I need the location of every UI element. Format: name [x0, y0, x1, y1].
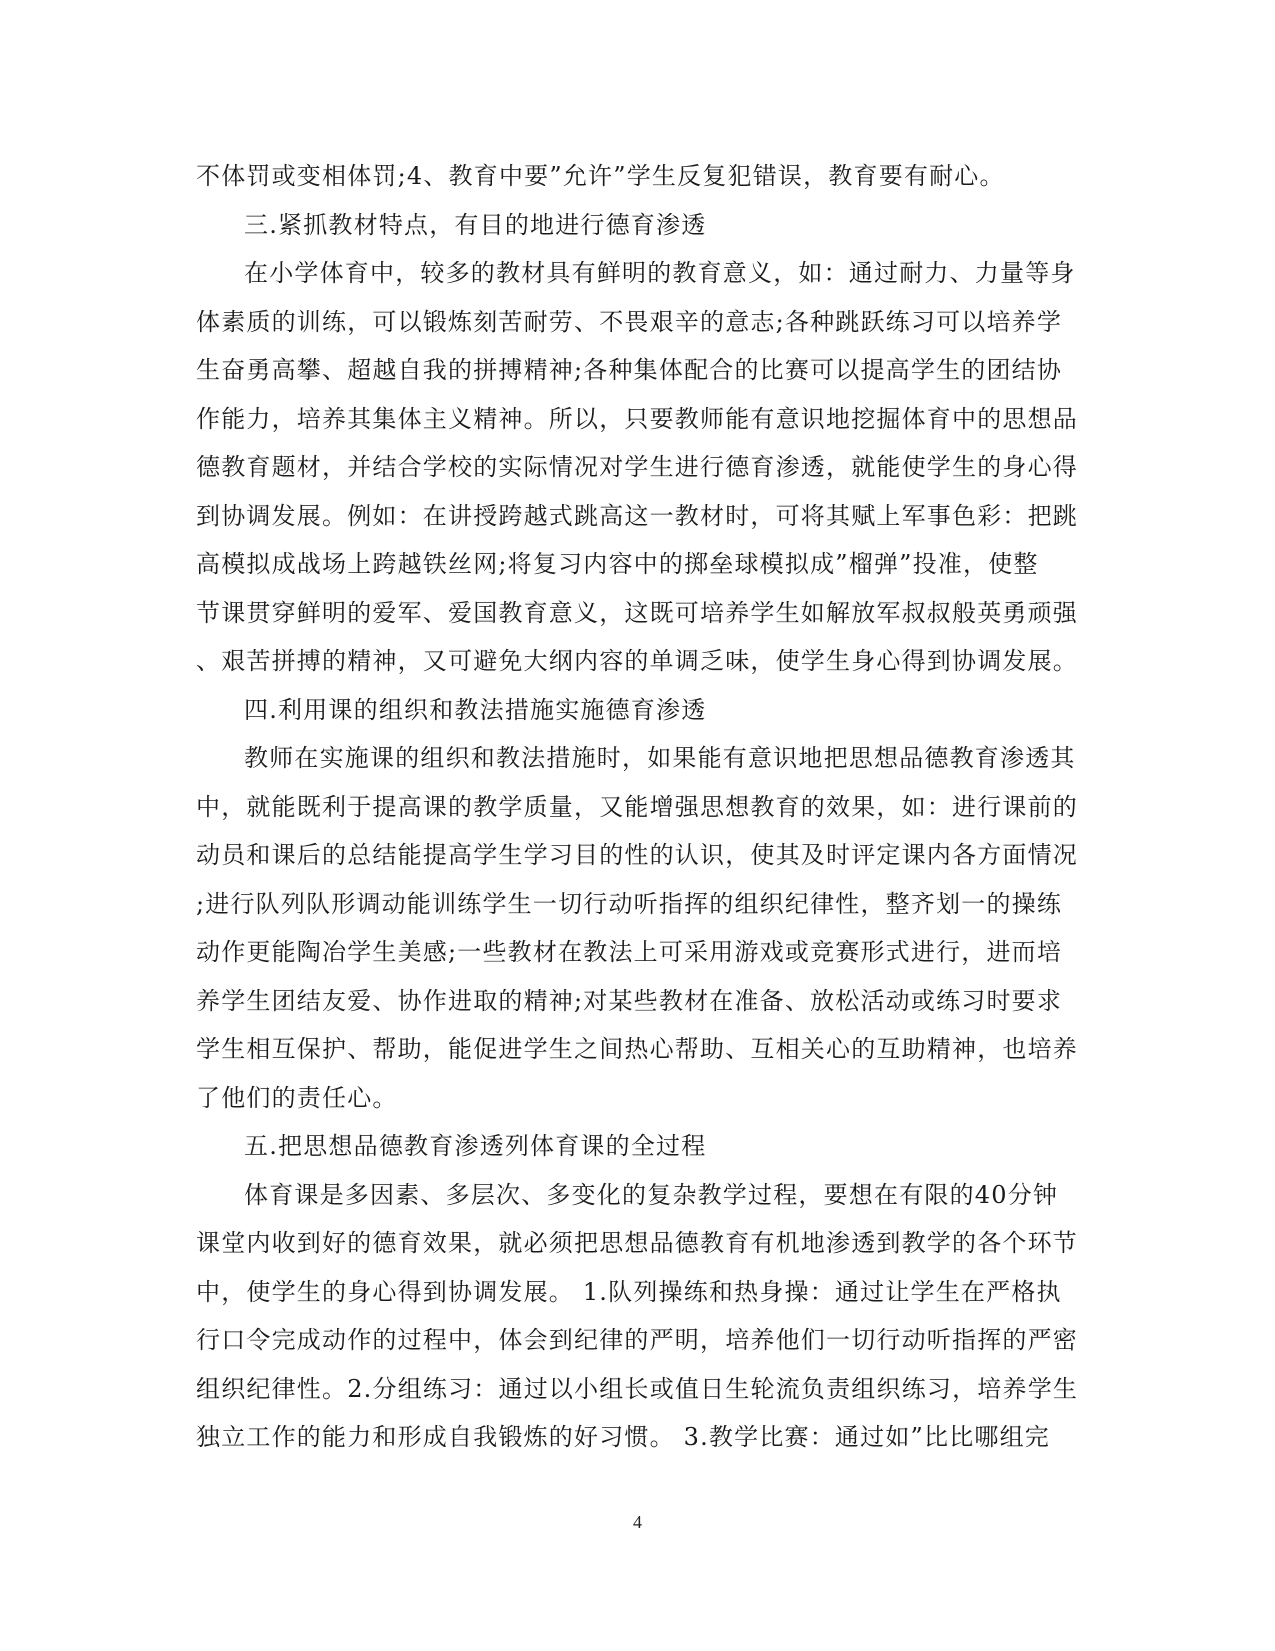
text-line: ;进行队列队形调动能训练学生一切行动听指挥的组织纪律性，整齐划一的操练 — [196, 889, 1063, 918]
text-line: 了他们的责任心。 — [196, 1083, 398, 1112]
text-line: 到协调发展。例如：在讲授跨越式跳高这一教材时，可将其赋上军事色彩：把跳 — [196, 501, 1078, 530]
paragraph-first-line: 教师在实施课的组织和教法措施时，如果能有意识地把思想品德教育渗透其 — [244, 744, 1076, 772]
text-line: 养学生团结友爱、协作进取的精神;对某些教材在准备、放松活动或练习时要求 — [196, 986, 1063, 1015]
text-line: 动员和课后的总结能提高学生学习目的性的认识，使其及时评定课内各方面情况 — [196, 841, 1078, 869]
text-line: 学生相互保护、帮助，能促进学生之间热心帮助、互相关心的互助精神，也培养 — [196, 1035, 1078, 1063]
paragraph-first-line: 体育课是多因素、多层次、多变化的复杂教学过程，要想在有限的40分钟 — [244, 1180, 1059, 1209]
text-line: 组织纪律性。2.分组练习：通过以小组长或值日生轮流负责组织练习，培养学生 — [196, 1374, 1079, 1403]
text-line: 、艰苦拼搏的精神，又可避免大纲内容的单调乏味，使学生身心得到协调发展。 — [196, 647, 1078, 675]
text-line: 不体罚或变相体罚;4、教育中要”允许”学生反复犯错误，教育要有耐心。 — [196, 162, 1005, 190]
text-line: 节课贯穿鲜明的爱军、爱国教育意义，这既可培养学生如解放军叔叔般英勇顽强 — [196, 598, 1078, 627]
text-line: 动作更能陶冶学生美感;一些教材在教法上可采用游戏或竞赛形式进行，进而培 — [196, 938, 1063, 966]
paragraph-first-line: 四.利用课的组织和教法措施实施德育渗透 — [244, 695, 707, 724]
text-line: 生奋勇高攀、超越自我的拼搏精神;各种集体配合的比赛可以提高学生的团结协 — [196, 356, 1063, 384]
paragraph-first-line: 五.把思想品德教育渗透列体育课的全过程 — [244, 1132, 707, 1160]
text-line: 课堂内收到好的德育效果，就必须把思想品德教育有机地渗透到教学的各个环节 — [196, 1229, 1078, 1257]
text-line: 体素质的训练，可以锻炼刻苦耐劳、不畏艰辛的意志;各种跳跃练习可以培养学 — [196, 307, 1063, 336]
paragraph-first-line: 在小学体育中，较多的教材具有鲜明的教育意义，如：通过耐力、力量等身 — [244, 259, 1076, 287]
text-line: 独立工作的能力和形成自我锻炼的好习惯。 3.教学比赛：通过如”比比哪组完 — [196, 1423, 1050, 1451]
text-line: 德教育题材，并结合学校的实际情况对学生进行德育渗透，就能使学生的身心得 — [196, 453, 1078, 481]
text-line: 高模拟成战场上跨越铁丝网;将复习内容中的掷垒球模拟成”榴弹”投准，使整 — [196, 550, 1039, 578]
page-number: 4 — [633, 1512, 642, 1532]
text-line: 中，就能既利于提高课的教学质量，又能增强思想教育的效果，如：进行课前的 — [196, 792, 1078, 821]
body-text — [196, 152, 1079, 1462]
text-line: 作能力，培养其集体主义精神。所以，只要教师能有意识地挖掘体育中的思想品 — [196, 404, 1078, 433]
paragraph-first-line: 三.紧抓教材特点，有目的地进行德育渗透 — [244, 210, 707, 239]
text-line: 中，使学生的身心得到协调发展。 1.队列操练和热身操：通过让学生在严格执 — [196, 1277, 1062, 1306]
text-line: 行口令完成动作的过程中，体会到纪律的严明，培养他们一切行动听指挥的严密 — [196, 1326, 1078, 1354]
